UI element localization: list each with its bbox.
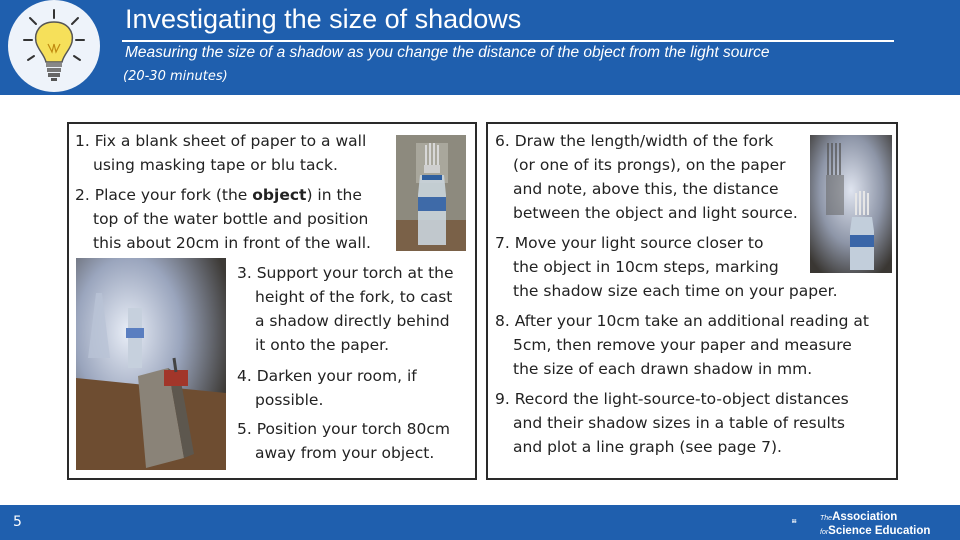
step-9-line-2: and their shadow sizes in a table of results: [513, 414, 845, 432]
step-8-line-2: 5cm, then remove your paper and measure: [513, 336, 852, 354]
title-divider: [122, 40, 894, 42]
step-3-line-2: height of the fork, to cast: [255, 288, 453, 306]
step-6-line-1: 6. Draw the length/width of the fork: [495, 132, 774, 150]
step-4-line-1: 4. Darken your room, if: [237, 367, 417, 385]
ase-science-education: Science Education: [828, 525, 931, 537]
step-9-line-3: and plot a line graph (see page 7).: [513, 438, 782, 456]
fork-bottle-photo: [396, 135, 466, 251]
step-1-line-1: 1. Fix a blank sheet of paper to a wall: [75, 132, 367, 150]
step-9-line-1: 9. Record the light-source-to-object distances: [495, 390, 849, 408]
step-3-line-1: 3. Support your torch at the: [237, 264, 454, 282]
step-8-line-3: the size of each drawn shadow in mm.: [513, 360, 813, 378]
step-5-line-1: 5. Position your torch 80cm: [237, 420, 450, 438]
grater-shadow-photo: [76, 258, 226, 470]
step-1: [75, 129, 366, 177]
duration-label: (20-30 minutes): [123, 69, 228, 84]
step-6-line-3: and note, above this, the distance: [513, 180, 779, 198]
step-2-line-2: top of the water bottle and position: [93, 210, 369, 228]
step-8-line-1: 8. After your 10cm take an additional reading at: [495, 312, 869, 330]
step-2-line-1: [75, 183, 371, 207]
ase-logo-icon: [792, 508, 818, 534]
step-9: [495, 387, 849, 459]
step-7-line-2: the object in 10cm steps, marking: [513, 258, 779, 276]
step-7: [495, 231, 838, 303]
step-4-line-2: possible.: [255, 391, 324, 409]
step-7-line-3: the shadow size each time on your paper.: [513, 282, 838, 300]
lightbulb-icon: [0, 0, 108, 95]
step-2-object-bold: object: [252, 186, 307, 204]
step-8: [495, 309, 869, 381]
step-6: [495, 129, 798, 225]
step-1-line-2: using masking tape or blu tack.: [93, 156, 338, 174]
ase-association: Association: [832, 511, 898, 523]
page-number: 5: [13, 514, 22, 530]
step-6-line-4: between the object and light source.: [513, 204, 798, 222]
step-3-line-3: a shadow directly behind: [255, 312, 450, 330]
ase-for: for: [820, 529, 829, 536]
step-5-line-2: away from your object.: [255, 444, 435, 462]
ase-the: The: [820, 515, 833, 522]
step-3-line-4: it onto the paper.: [255, 336, 390, 354]
step-5: [237, 417, 450, 465]
step-2-text-post: ) in the: [306, 186, 362, 204]
page-subtitle: Measuring the size of a shadow as you change the distance of the object from the light source: [125, 44, 770, 61]
ase-logo-text: [820, 510, 930, 538]
step-2-line-3: this about 20cm in front of the wall.: [93, 234, 371, 252]
lightbulb-logo: [0, 0, 108, 95]
step-6-line-2: (or one of its prongs), on the paper: [513, 156, 786, 174]
page-title: Investigating the size of shadows: [125, 4, 522, 34]
step-2: [75, 183, 371, 255]
step-2-text-pre: 2. Place your fork (the: [75, 186, 253, 204]
step-3: [237, 261, 454, 357]
step-4: [237, 364, 417, 412]
step-7-line-1: 7. Move your light source closer to: [495, 234, 764, 252]
